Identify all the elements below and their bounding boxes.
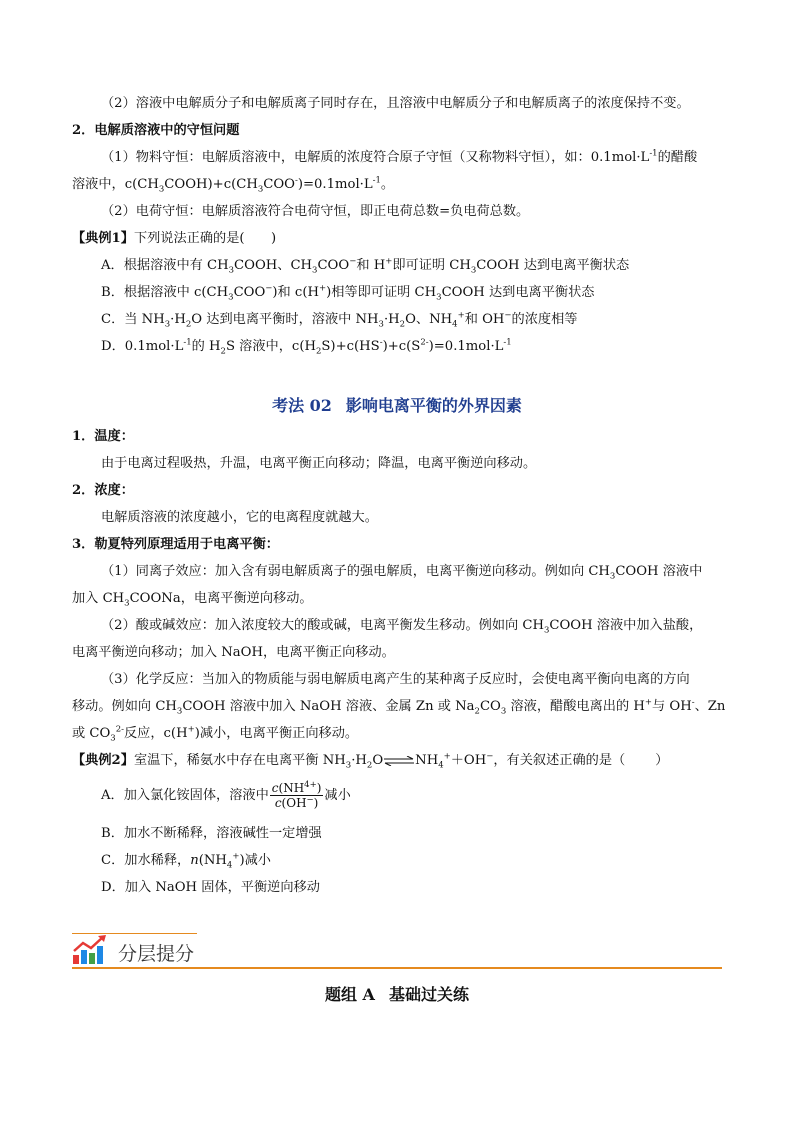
equilibrium-arrow-icon <box>383 756 415 766</box>
paragraph-reaction-3: 或 $CO_3^{2-}$反应，c(H+)减小，电离平衡正向移动。 <box>72 724 359 744</box>
paragraph-acid-base-1: （2）酸或碱效应：加入浓度较大的酸或碱，电离平衡发生移动。例如向 $CH_3COOH$ 溶液中加入盐酸， <box>101 618 703 636</box>
paragraph-material-conservation: （1）物料守恒：电解质溶液中，电解质的浓度符合原子守恒（又称物料守恒），如：$0.1mol\cdot L^{-1}$的醋酸 <box>101 148 698 165</box>
banner-rule <box>72 967 722 969</box>
fraction-denominator: c(OH−) <box>274 795 319 810</box>
option-a-text: A．加入氯化铵固体，溶液中 <box>101 788 269 803</box>
example-1-stem: 下列说法正确的是( ) <box>133 231 277 246</box>
example-1-option-c: C．当 $NH_3\cdot H_2O$ 达到电离平衡时，溶液中 $NH_3\cdot H_2O$、$NH_4^+$和 OH−的浓度相等 <box>101 310 578 330</box>
example-2-option-a <box>101 781 351 810</box>
paragraph-ionization-equilibrium-2: （2）溶液中电解质分子和电解质离子同时存在，且溶液中电解质分子和电解质离子的浓度保持不变。 <box>101 96 690 111</box>
group-title <box>0 982 794 1005</box>
group-title-text: 基础过关练 <box>388 985 469 1004</box>
example-1-tag: 【典例1】 <box>72 231 134 246</box>
paragraph-concentration: 电解质溶液的浓度越小，它的电离程度就越大。 <box>101 510 378 525</box>
example-1-option-b: B．根据溶液中 $c(CH_3COO^-)$和 c(H+)相等即可证明 $CH_3COOH$ 达到电离平衡状态 <box>101 283 595 303</box>
example-2-option-d: D．加入 NaOH 固体，平衡逆向移动 <box>101 880 320 895</box>
example-2-tag: 【典例2】 <box>72 753 134 768</box>
example-1-option-d: D．$0.1mol\cdot L^{-1}$的 $H_2S$ 溶液中，$c(H_2S)+c(HS^-)+c(S^{2-})=0.1mol\cdot L^{-1}$ <box>101 337 512 357</box>
section-header-label: 分层提分 <box>118 943 195 965</box>
heading-concentration: 2．浓度： <box>72 483 134 498</box>
section-header-banner <box>72 929 722 969</box>
heading-temperature: 1．温度： <box>72 429 134 444</box>
example-2-question: 【典例2】室温下，稀氨水中存在电离平衡 $NH_3\cdot H_2O$ $NH_4^++OH^-$，有关叙述正确的是（ ） <box>72 751 669 771</box>
section-title-text: 影响电离平衡的外界因素 <box>345 396 522 415</box>
paragraph-common-ion-1: （1）同离子效应：加入含有弱电解质离子的强电解质，电离平衡逆向移动。例如向 $CH_3COOH$ 溶液中 <box>101 564 703 582</box>
banner-top-line <box>72 933 197 934</box>
paragraph-temperature: 由于电离过程吸热，升温，电离平衡正向移动；降温，电离平衡逆向移动。 <box>101 456 537 471</box>
group-title-label: 题组 A <box>324 985 375 1004</box>
example-2-option-b: B．加水不断稀释，溶液碱性一定增强 <box>101 826 322 841</box>
paragraph-common-ion-2: 加入 $CH_3COONa$，电离平衡逆向移动。 <box>72 591 313 609</box>
paragraph-material-conservation-line2: 溶液中，$c(CH_3COOH)+c(CH_3COO^-)=0.1mol\cdot L^{-1}$。 <box>72 175 395 195</box>
example-1-option-a: A．根据溶液中有 $CH_3COOH$、$CH_3COO^-$和 H+即可证明 $CH_3COOH$ 达到电离平衡状态 <box>101 256 630 276</box>
option-a-text-end: 减小 <box>324 788 351 803</box>
concentration-ratio-fraction <box>270 781 324 810</box>
example-1-question <box>72 230 276 248</box>
paragraph-reaction-1: （3）化学反应：当加入的物质能与弱电解质电离产生的某种离子反应时，会使电离平衡向电离的方向 <box>101 672 690 687</box>
paragraph-charge-conservation: （2）电荷守恒：电解质溶液符合电荷守恒，即正电荷总数=负电荷总数。 <box>101 204 530 219</box>
fraction-numerator: $c(NH^{4+})$ <box>271 780 322 795</box>
section-title-number: 考法 02 <box>272 396 332 415</box>
material-conservation-text: （1）物料守恒：电解质溶液中，电解质的浓度符合原子守恒（又称物料守恒），如：0.1mol·L <box>101 150 650 165</box>
rising-bar-chart-icon <box>72 935 108 969</box>
paragraph-acid-base-2: 电离平衡逆向移动；加入 NaOH，电离平衡正向移动。 <box>72 645 395 660</box>
example-2-option-c: C．加水稀释，$n(NH_4^+)$减小 <box>101 851 271 871</box>
heading-conservation: 2．电解质溶液中的守恒问题 <box>72 123 240 138</box>
paragraph-reaction-2: 移动。例如向 $CH_3COOH$ 溶液中加入 NaOH 溶液、金属 Zn 或 $Na_2CO_3$ 溶液，醋酸电离出的 H+与 OH-、Zn <box>72 697 726 717</box>
section-title <box>0 393 794 416</box>
material-conservation-text-end: 的醋酸 <box>657 150 698 165</box>
heading-le-chatelier: 3．勒夏特列原理适用于电离平衡： <box>72 537 279 552</box>
